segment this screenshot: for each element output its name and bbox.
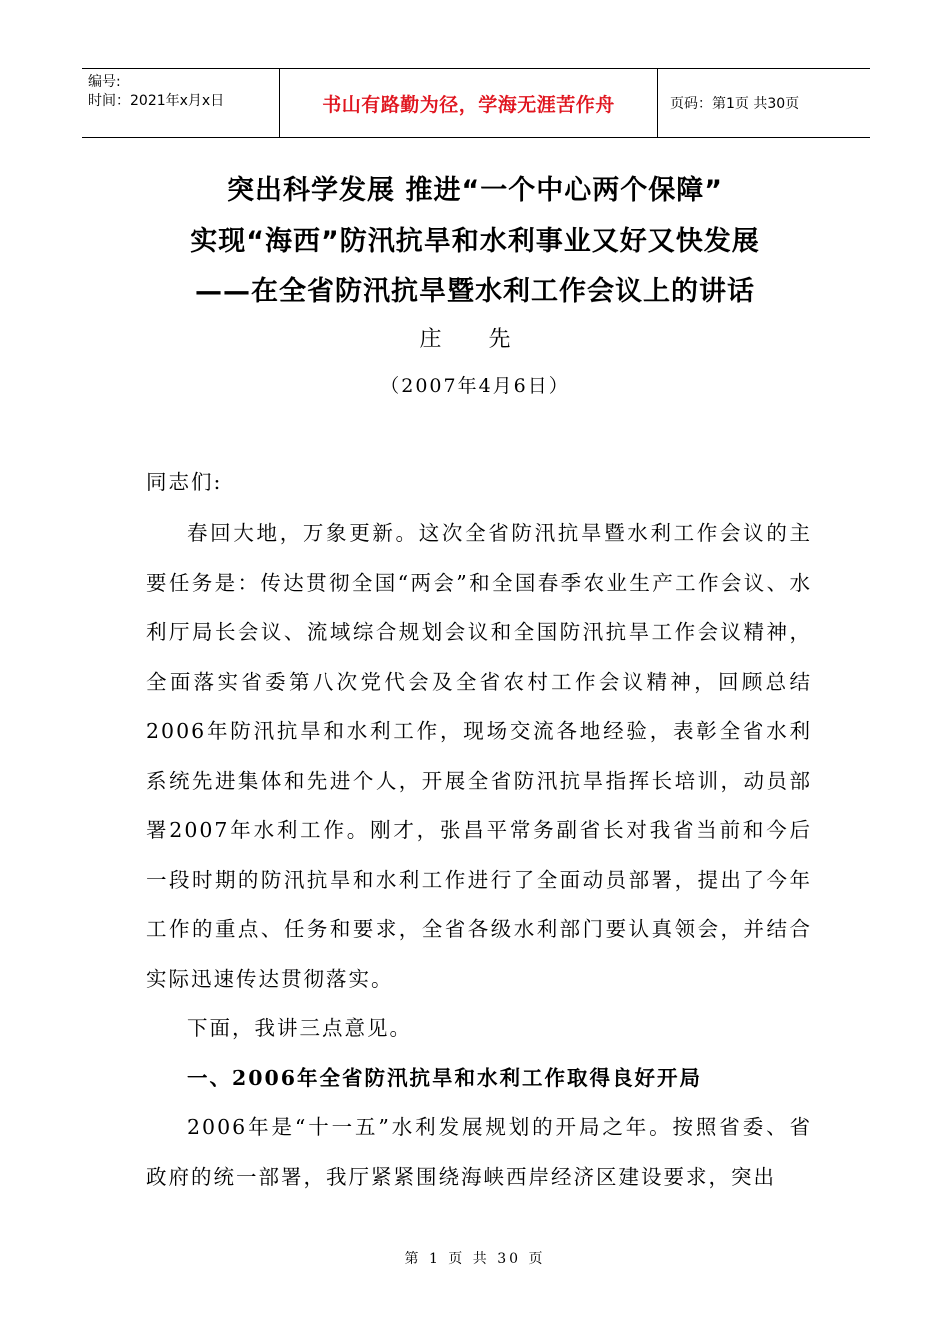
title-line-1: 突出科学发展 推进“一个中心两个保障” bbox=[227, 175, 723, 206]
author-name: 庄 先 bbox=[419, 327, 531, 352]
speech-date: （2007年4月6日） bbox=[380, 375, 570, 397]
paragraph-3: 2006年是“十一五”水利发展规划的开局之年。按照省委、省政府的统一部署，我厅紧紧围绕海峡西岸经济区建设要求，突出 bbox=[146, 1115, 812, 1189]
header-motto: 书山有路勤为径，学海无涯苦作舟 bbox=[280, 69, 658, 137]
header-meta-cell bbox=[82, 69, 280, 137]
title-line-2: 实现“海西”防汛抗旱和水利事业又好又快发展 bbox=[190, 226, 760, 257]
section-heading-1: 一、2006年全省防汛抗旱和水利工作取得良好开局 bbox=[187, 1065, 703, 1090]
time-label: 时间：2021年x月x日 bbox=[88, 93, 225, 109]
page-footer: 第 1 页 共 30 页 bbox=[404, 1251, 546, 1267]
paragraph-2: 下面，我讲三点意见。 bbox=[187, 1016, 412, 1040]
body-content bbox=[146, 509, 812, 1202]
document-header bbox=[82, 68, 870, 138]
paragraph-1: 春回大地，万象更新。这次全省防汛抗旱暨水利工作会议的主要任务是：传达贯彻全国“两会”和全国春季农业生产工作会议、水利厅局长会议、流域综合规划会议和全国防汛抗旱工作会议精神，全面落实省委第八次党代会及全省农村工作会议精神，回顾总结2006年防汛抗旱和水利工作，现场交流各地经验，表彰全省水利系统先进集体和先进个人，开展全省防汛抗旱指挥长培训，动员部署2007年水利工作。刚才，张昌平常务副省长对我省当前和今后一段时期的防汛抗旱和水利工作进行了全面动员部署，提出了今年工作的重点、任务和要求，全省各级水利部门要认真领会，并结合实际迅速传达贯彻落实。 bbox=[146, 521, 812, 991]
number-label: 编号: bbox=[88, 74, 121, 90]
header-page-code: 页码：第1页 共30页 bbox=[670, 96, 800, 112]
title-line-3: ——在全省防汛抗旱暨水利工作会议上的讲话 bbox=[195, 276, 755, 307]
salutation: 同志们: bbox=[146, 470, 223, 494]
